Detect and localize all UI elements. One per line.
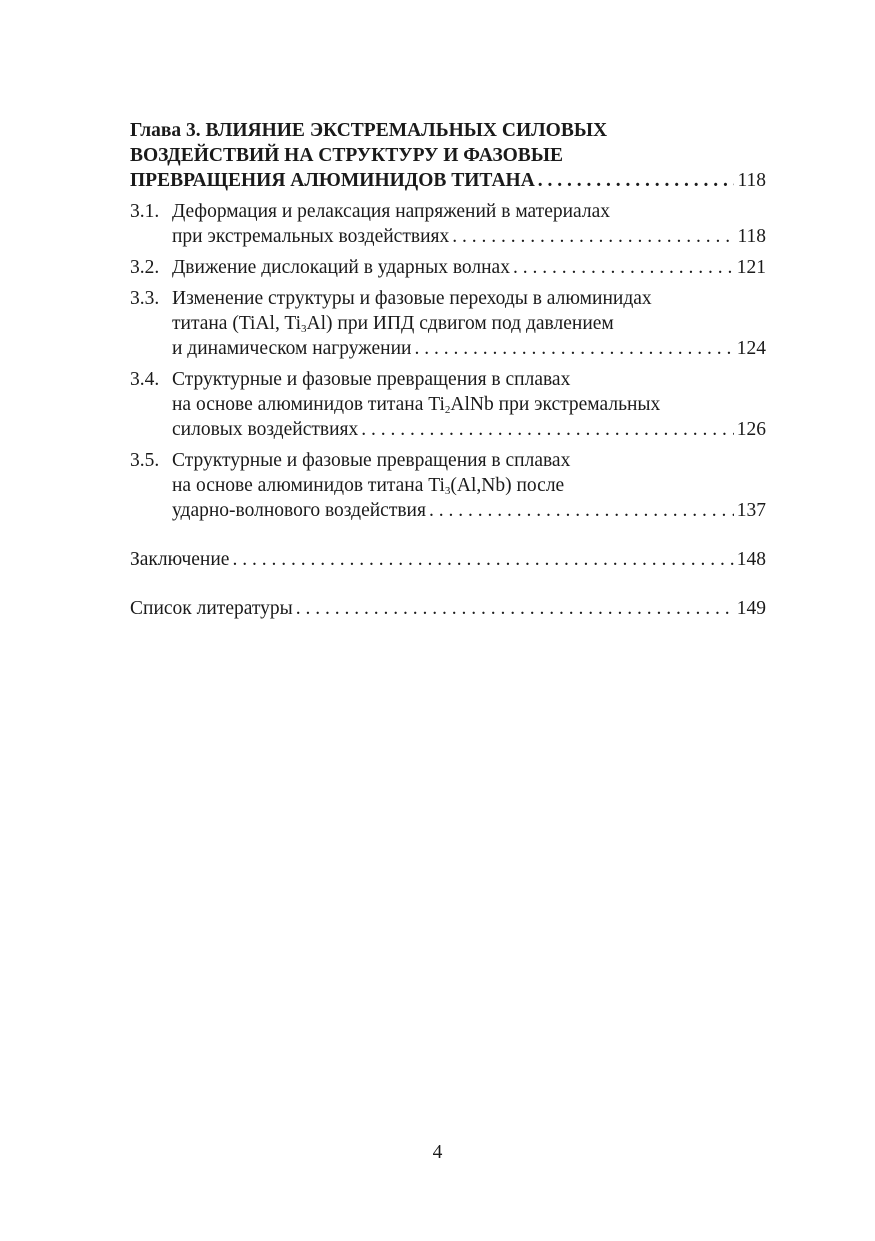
entry-page-number: 137 bbox=[736, 500, 766, 521]
entry-title-line-2: при экстремальных воздействиях bbox=[172, 226, 450, 247]
chapter-page-number: 118 bbox=[737, 170, 766, 191]
entry-title-line-2: на основе алюминидов титана $Ti_2AlNb$ при экстремальных bbox=[172, 394, 661, 416]
references-title: Список литературы bbox=[130, 598, 293, 619]
chapter-3-heading bbox=[130, 118, 766, 193]
entry-title-line-1: Изменение структуры и фазовые переходы в алюминидах bbox=[172, 288, 652, 309]
dot-leader bbox=[296, 596, 734, 621]
chapter-title-line-3-text: ПРЕВРАЩЕНИЯ АЛЮМИНИДОВ ТИТАНА bbox=[130, 170, 535, 191]
dot-leader bbox=[414, 336, 733, 361]
page-number: 4 bbox=[432, 1142, 443, 1163]
entry-title-line-2: на основе алюминидов титана $Ti_3(Al,Nb)$ после bbox=[172, 475, 565, 497]
entry-number: 3.2. bbox=[130, 257, 160, 278]
dot-leader bbox=[232, 547, 733, 572]
entry-title-line-2: титана (TiAl, $Ti_3Al$) при ИПД сдвигом под давлением bbox=[172, 313, 614, 335]
dot-leader bbox=[452, 224, 734, 249]
toc-entry-conclusion bbox=[130, 547, 766, 572]
entry-page-number: 118 bbox=[737, 226, 766, 247]
toc-entry-3-1 bbox=[130, 199, 766, 249]
dot-leader bbox=[361, 417, 734, 442]
references-page-number: 149 bbox=[736, 598, 766, 619]
entry-title-line-3: силовых воздействиях bbox=[172, 419, 359, 440]
entry-title-line-3: ударно-волнового воздействия bbox=[172, 500, 426, 521]
table-of-contents bbox=[130, 118, 766, 621]
dot-leader bbox=[538, 168, 735, 193]
chapter-title-line-3 bbox=[130, 168, 766, 193]
entry-page-number: 126 bbox=[736, 419, 766, 440]
entry-title-line-1: Структурные и фазовые превращения в сплавах bbox=[172, 369, 571, 390]
entry-title-line-1: Движение дислокаций в ударных волнах bbox=[172, 257, 510, 278]
chapter-title-line-2: ВОЗДЕЙСТВИЙ НА СТРУКТУРУ И ФАЗОВЫЕ bbox=[130, 145, 563, 166]
toc-entry-3-5 bbox=[130, 448, 766, 523]
toc-entry-3-4 bbox=[130, 367, 766, 442]
entry-number: 3.1. bbox=[130, 201, 160, 222]
entry-page-number: 121 bbox=[736, 257, 766, 278]
conclusion-page-number: 148 bbox=[736, 549, 766, 570]
entry-number: 3.4. bbox=[130, 369, 160, 390]
entry-page-number: 124 bbox=[736, 338, 766, 359]
chapter-title-line-1: Глава 3. ВЛИЯНИЕ ЭКСТРЕМАЛЬНЫХ СИЛОВЫХ bbox=[130, 120, 608, 141]
toc-entry-references bbox=[130, 596, 766, 621]
entry-title-line-3: и динамическом нагружении bbox=[172, 338, 412, 359]
entry-number: 3.5. bbox=[130, 450, 160, 471]
dot-leader bbox=[513, 255, 734, 280]
toc-entry-3-2 bbox=[130, 255, 766, 280]
entry-title-line-1: Деформация и релаксация напряжений в материалах bbox=[172, 201, 611, 222]
entry-number: 3.3. bbox=[130, 288, 160, 309]
toc-entry-3-3 bbox=[130, 286, 766, 361]
conclusion-title: Заключение bbox=[130, 549, 230, 570]
dot-leader bbox=[429, 498, 734, 523]
entry-title-line-1: Структурные и фазовые превращения в сплавах bbox=[172, 450, 571, 471]
